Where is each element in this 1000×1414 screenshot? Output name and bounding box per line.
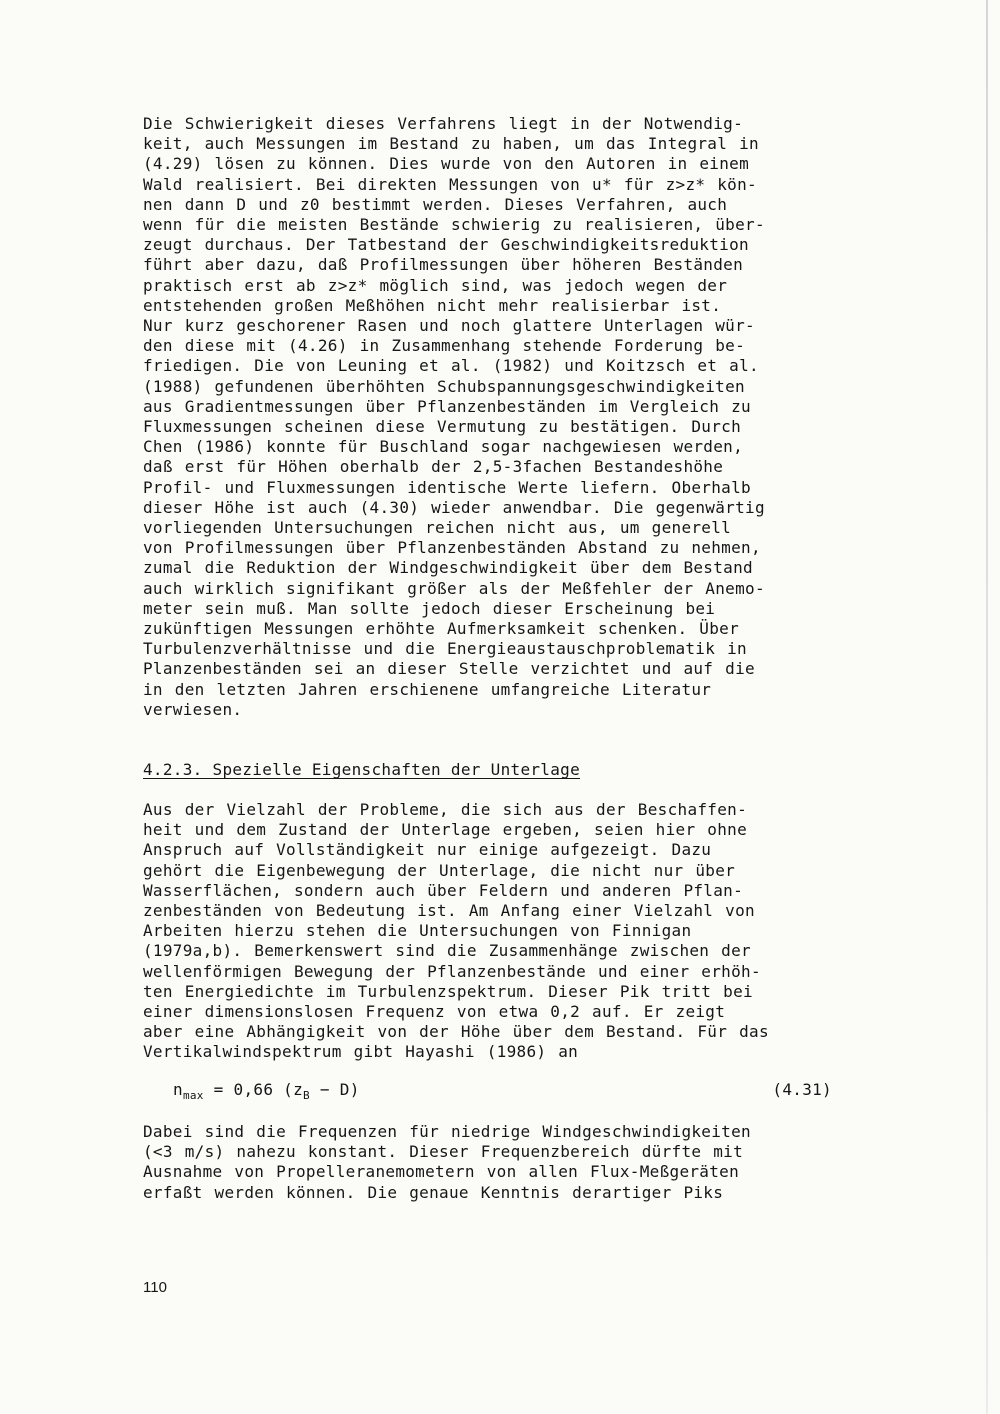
- equation-4-31: [173, 1080, 880, 1100]
- text-line: daß erst für Höhen oberhalb der 2,5-3fachen Bestandeshöhe: [143, 457, 724, 477]
- equation-lhs: $n_{max}$: [173, 1080, 204, 1102]
- text-line: meter sein muß. Man sollte jedoch dieser Erscheinung bei: [143, 598, 716, 618]
- paragraph-frequency-range: [143, 1122, 880, 1203]
- text-line: ten Energiedichte im Turbulenzspektrum. Dieser Pik tritt bei: [143, 981, 753, 1001]
- text-line: Arbeiten hierzu stehen die Untersuchungen von Finnigan: [143, 921, 692, 941]
- text-line: auch wirklich signifikant größer als der Meßfehler der Anemo-: [143, 578, 765, 598]
- text-line: Chen (1986) konnte für Buschland sogar nachgewiesen werden,: [143, 437, 744, 457]
- text-line: wellenförmigen Bewegung der Pflanzenbestände und einer erhöh-: [143, 961, 761, 981]
- text-line: erfaßt werden können. Die genaue Kenntnis derartiger Piks: [143, 1182, 724, 1202]
- text-line: Dabei sind die Frequenzen für niedrige Windgeschwindigkeiten: [143, 1122, 751, 1141]
- text-line: dieser Höhe ist auch (4.30) wieder anwendbar. Die gegenwärtig: [143, 497, 765, 517]
- text-line: (1979a,b). Bemerkenswert sind die Zusammenhänge zwischen der: [143, 941, 751, 961]
- text-line: friedigen. Die von Leuning et al. (1982) und Koitzsch et al.: [143, 356, 759, 376]
- text-line: verwiesen.: [143, 699, 243, 719]
- equation-number: (4.31): [772, 1080, 832, 1099]
- paragraph-canopy-profile-measurements: [143, 114, 880, 720]
- text-line: einer dimensionslosen Frequenz von etwa 0,2 auf. Er zeigt: [143, 1002, 726, 1022]
- text-line: von Profilmessungen über Pflanzenbeständen Abstand zu nehmen,: [143, 538, 761, 558]
- text-line: Fluxmessungen scheinen diese Vermutung zu bestätigen. Durch: [143, 417, 742, 437]
- text-line: Aus der Vielzahl der Probleme, die sich aus der Beschaffen-: [143, 800, 748, 819]
- text-line: (<3 m/s) nahezu konstant. Dieser Frequenzbereich dürfte mit: [143, 1142, 744, 1162]
- text-line: keit, auch Messungen im Bestand zu haben, um das Integral in: [143, 134, 759, 154]
- page-number: 110: [143, 1279, 167, 1296]
- text-line: aber eine Abhängigkeit von der Höhe über dem Bestand. Für das: [143, 1022, 769, 1042]
- text-line: nen dann D und z0 bestimmt werden. Dieses Verfahren, auch: [143, 194, 728, 214]
- text-line: Planzenbeständen sei an dieser Stelle verzichtet und auf die: [143, 659, 755, 679]
- text-line: (1988) gefundenen überhöhten Schubspannungsgeschwindigkeiten: [143, 376, 745, 396]
- text-line: Turbulenzverhältnisse und die Energieaustauschproblematik in: [143, 639, 747, 659]
- text-line: in den letzten Jahren erschienene umfangreiche Literatur: [143, 679, 712, 699]
- text-line: wenn für die meisten Bestände schwierig zu realisieren, über-: [143, 215, 765, 235]
- text-line: (4.29) lösen zu können. Dies wurde von den Autoren in einem: [143, 154, 750, 174]
- text-line: zukünftigen Messungen erhöhte Aufmerksamkeit schenken. Über: [143, 619, 740, 639]
- text-line: heit und dem Zustand der Unterlage ergeben, seien hier ohne: [143, 820, 748, 840]
- text-line: vorliegenden Untersuchungen reichen nicht aus, um generell: [143, 518, 732, 538]
- text-line: gehört die Eigenbewegung der Unterlage, die nicht nur über: [143, 860, 736, 880]
- text-line: zenbeständen von Bedeutung ist. Am Anfang einer Vielzahl von: [143, 901, 755, 921]
- text-line: zeugt durchaus. Der Tatbestand der Geschwindigkeitsreduktion: [143, 235, 749, 255]
- text-line: zumal die Reduktion der Windgeschwindigkeit über dem Bestand: [143, 558, 753, 578]
- text-line: Anspruch auf Vollständigkeit nur einige aufgezeigt. Dazu: [143, 840, 712, 860]
- text-line: aus Gradientmessungen über Pflanzenbeständen im Vergleich zu: [143, 396, 751, 416]
- text-line: Ausnahme von Propelleranemometern von allen Flux-Meßgeräten: [143, 1162, 740, 1182]
- text-line: Nur kurz geschorener Rasen und noch glattere Unterlagen wür-: [143, 316, 755, 336]
- text-line: entstehenden großen Meßhöhen nicht mehr realisierbar ist.: [143, 295, 722, 315]
- equation-rhs: = 0,66 $(z_B - D)$: [203, 1080, 360, 1102]
- text-line: Vertikalwindspektrum gibt Hayashi (1986) an: [143, 1042, 579, 1062]
- text-line: Die Schwierigkeit dieses Verfahrens liegt in der Notwendig-: [143, 114, 744, 133]
- text-line: den diese mit (4.26) in Zusammenhang stehende Forderung be-: [143, 336, 746, 356]
- text-line: führt aber dazu, daß Profilmessungen über höheren Beständen: [143, 255, 744, 275]
- text-line: praktisch erst ab z>z* möglich sind, was jedoch wegen der: [143, 275, 728, 295]
- paragraph-surface-properties: [143, 800, 880, 1063]
- text-line: Wald realisiert. Bei direkten Messungen von u* für z>z* kön-: [143, 174, 757, 194]
- text-line: Profil- und Fluxmessungen identische Werte liefern. Oberhalb: [143, 477, 751, 497]
- scan-edge-shadow: [986, 0, 988, 1414]
- section-heading: 4.2.3. Spezielle Eigenschaften der Unterlage: [143, 760, 581, 779]
- text-line: Wasserflächen, sondern auch über Feldern und anderen Pflan-: [143, 880, 744, 900]
